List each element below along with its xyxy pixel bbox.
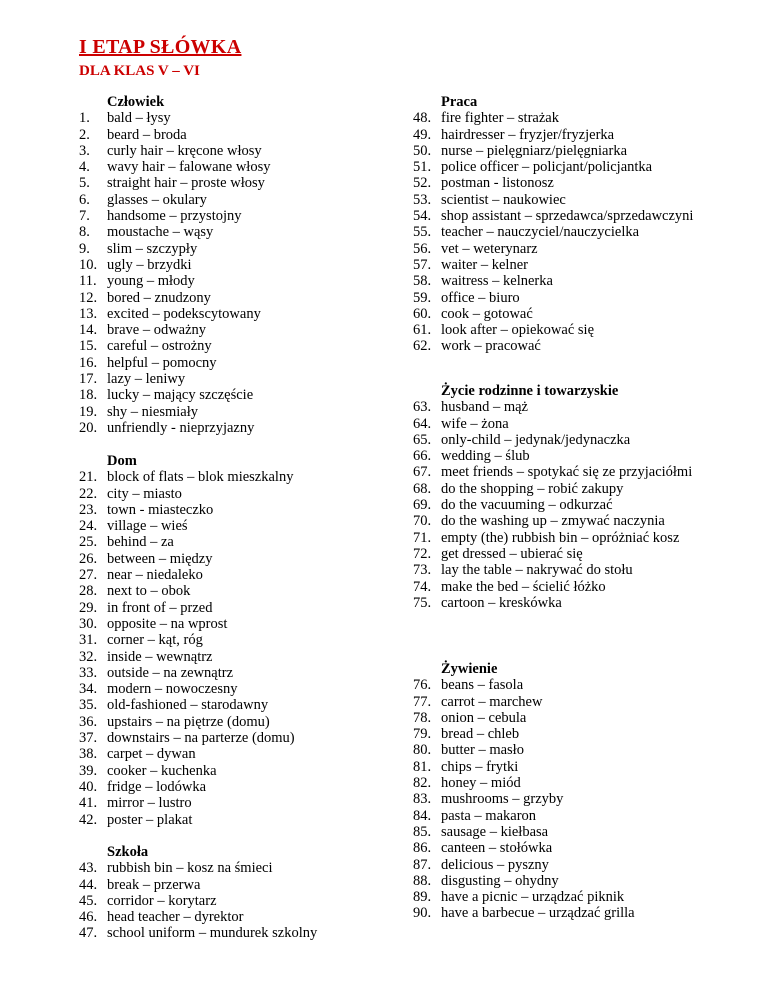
vocab-list bbox=[413, 677, 733, 921]
item-number: 35. bbox=[79, 697, 98, 714]
vocab-item bbox=[413, 677, 733, 693]
section-praca bbox=[413, 94, 733, 355]
item-number: 46. bbox=[79, 909, 98, 926]
item-number: 37. bbox=[79, 730, 98, 747]
vocab-item bbox=[413, 110, 733, 126]
item-text: only-child – jedynak/jedynaczka bbox=[441, 431, 631, 448]
item-text: do the vacuuming – odkurzać bbox=[441, 497, 613, 514]
vocab-item bbox=[413, 273, 733, 289]
item-number: 34. bbox=[79, 681, 98, 698]
item-number: 16. bbox=[79, 354, 98, 371]
item-text: have a barbecue – urządzać grilla bbox=[441, 905, 635, 922]
item-text: school uniform – mundurek szkolny bbox=[107, 925, 318, 942]
item-number: 79. bbox=[413, 726, 432, 743]
item-text: town - miasteczko bbox=[107, 501, 214, 518]
vocab-item bbox=[79, 306, 379, 322]
vocab-item bbox=[79, 925, 379, 941]
vocab-item bbox=[79, 812, 379, 828]
item-number: 60. bbox=[413, 305, 432, 322]
item-text: helpful – pomocny bbox=[107, 354, 217, 371]
item-text: honey – miód bbox=[441, 775, 521, 792]
item-number: 42. bbox=[79, 811, 98, 828]
item-text: corner – kąt, róg bbox=[107, 632, 203, 649]
item-number: 28. bbox=[79, 583, 98, 600]
item-number: 27. bbox=[79, 567, 98, 584]
item-text: hairdresser – fryzjer/fryzjerka bbox=[441, 126, 615, 143]
item-number: 77. bbox=[413, 693, 432, 710]
item-number: 30. bbox=[79, 615, 98, 632]
vocab-item bbox=[413, 840, 733, 856]
vocab-item bbox=[79, 110, 379, 126]
vocab-item bbox=[413, 824, 733, 840]
item-number: 2. bbox=[79, 126, 90, 143]
item-number: 66. bbox=[413, 448, 432, 465]
item-text: wavy hair – falowane włosy bbox=[107, 159, 271, 176]
item-text: police officer – policjant/policjantka bbox=[441, 159, 653, 176]
item-text: head teacher – dyrektor bbox=[107, 909, 244, 926]
vocab-item bbox=[413, 905, 733, 921]
item-number: 14. bbox=[79, 322, 98, 339]
item-text: rubbish bin – kosz na śmieci bbox=[107, 860, 273, 877]
section-heading: Żywienie bbox=[441, 661, 498, 677]
item-number: 40. bbox=[79, 778, 98, 795]
vocab-item bbox=[79, 355, 379, 371]
item-text: husband – mąż bbox=[441, 399, 528, 416]
item-text: brave – odważny bbox=[107, 322, 207, 339]
item-text: wedding – ślub bbox=[441, 448, 530, 465]
vocab-item bbox=[413, 127, 733, 143]
item-number: 70. bbox=[413, 513, 432, 530]
item-text: beans – fasola bbox=[441, 677, 524, 694]
vocab-item bbox=[79, 681, 379, 697]
item-text: office – biuro bbox=[441, 289, 520, 306]
vocab-item bbox=[413, 143, 733, 159]
section-heading: Człowiek bbox=[107, 94, 165, 110]
item-number: 44. bbox=[79, 876, 98, 893]
vocab-item bbox=[413, 497, 733, 513]
item-number: 13. bbox=[79, 305, 98, 322]
item-number: 65. bbox=[413, 431, 432, 448]
item-text: onion – cebula bbox=[441, 709, 527, 726]
page-title: I ETAP SŁÓWKA bbox=[79, 36, 242, 58]
vocab-item bbox=[413, 290, 733, 306]
vocab-item bbox=[79, 192, 379, 208]
item-text: shop assistant – sprzedawca/sprzedawczyni bbox=[441, 208, 694, 225]
item-text: work – pracować bbox=[441, 338, 541, 355]
item-text: behind – za bbox=[107, 534, 174, 551]
vocab-item bbox=[79, 909, 379, 925]
item-number: 49. bbox=[413, 126, 432, 143]
vocab-item bbox=[413, 416, 733, 432]
item-number: 88. bbox=[413, 872, 432, 889]
vocab-item bbox=[79, 632, 379, 648]
item-text: teacher – nauczyciel/nauczycielka bbox=[441, 224, 640, 241]
item-number: 24. bbox=[79, 518, 98, 535]
item-number: 74. bbox=[413, 578, 432, 595]
vocab-item bbox=[413, 432, 733, 448]
vocab-item bbox=[413, 338, 733, 354]
vocab-item bbox=[79, 257, 379, 273]
vocab-item bbox=[413, 241, 733, 257]
vocab-item bbox=[413, 579, 733, 595]
item-number: 75. bbox=[413, 594, 432, 611]
item-number: 81. bbox=[413, 758, 432, 775]
vocab-item bbox=[413, 257, 733, 273]
item-text: modern – nowoczesny bbox=[107, 681, 238, 698]
vocab-item bbox=[79, 387, 379, 403]
item-number: 1. bbox=[79, 110, 90, 127]
item-number: 52. bbox=[413, 175, 432, 192]
vocab-item bbox=[79, 420, 379, 436]
section-szkola bbox=[79, 844, 379, 942]
vocab-item bbox=[413, 192, 733, 208]
item-number: 78. bbox=[413, 709, 432, 726]
item-text: city – miasto bbox=[107, 485, 182, 502]
vocab-item bbox=[79, 600, 379, 616]
vocab-item bbox=[79, 877, 379, 893]
vocab-item bbox=[79, 551, 379, 567]
item-number: 62. bbox=[413, 338, 432, 355]
item-number: 36. bbox=[79, 713, 98, 730]
item-number: 15. bbox=[79, 338, 98, 355]
vocab-item bbox=[79, 486, 379, 502]
item-number: 67. bbox=[413, 464, 432, 481]
item-text: canteen – stołówka bbox=[441, 840, 553, 857]
item-text: disgusting – ohydny bbox=[441, 872, 559, 889]
item-text: downstairs – na parterze (domu) bbox=[107, 730, 295, 747]
item-number: 38. bbox=[79, 746, 98, 763]
item-number: 80. bbox=[413, 742, 432, 759]
item-text: cooker – kuchenka bbox=[107, 762, 217, 779]
vocab-item bbox=[79, 241, 379, 257]
vocab-item bbox=[413, 306, 733, 322]
item-text: next to – obok bbox=[107, 583, 191, 600]
item-number: 9. bbox=[79, 240, 90, 257]
item-text: carrot – marchew bbox=[441, 693, 543, 710]
item-text: chips – frytki bbox=[441, 758, 519, 775]
vocab-item bbox=[79, 730, 379, 746]
vocab-item bbox=[79, 567, 379, 583]
item-text: outside – na zewnątrz bbox=[107, 664, 234, 681]
item-number: 32. bbox=[79, 648, 98, 665]
vocab-item bbox=[413, 694, 733, 710]
vocab-list bbox=[79, 110, 379, 436]
item-number: 51. bbox=[413, 159, 432, 176]
vocab-item bbox=[79, 290, 379, 306]
item-text: poster – plakat bbox=[107, 811, 193, 828]
item-number: 22. bbox=[79, 485, 98, 502]
vocab-item bbox=[79, 795, 379, 811]
vocab-item bbox=[79, 469, 379, 485]
item-text: lay the table – nakrywać do stołu bbox=[441, 562, 633, 579]
item-text: look after – opiekować się bbox=[441, 322, 595, 339]
item-number: 68. bbox=[413, 480, 432, 497]
item-number: 55. bbox=[413, 224, 432, 241]
item-text: shy – niesmiały bbox=[107, 403, 199, 420]
vocab-item bbox=[79, 534, 379, 550]
item-number: 4. bbox=[79, 159, 90, 176]
section-czlowiek bbox=[79, 94, 379, 436]
item-number: 63. bbox=[413, 399, 432, 416]
item-text: cartoon – kreskówka bbox=[441, 594, 562, 611]
item-number: 72. bbox=[413, 545, 432, 562]
vocab-item bbox=[413, 399, 733, 415]
item-text: inside – wewnątrz bbox=[107, 648, 213, 665]
item-number: 64. bbox=[413, 415, 432, 432]
vocab-item bbox=[79, 583, 379, 599]
item-number: 33. bbox=[79, 664, 98, 681]
item-number: 82. bbox=[413, 775, 432, 792]
item-text: near – niedaleko bbox=[107, 567, 203, 584]
vocab-item bbox=[413, 546, 733, 562]
item-text: get dressed – ubierać się bbox=[441, 545, 583, 562]
item-number: 76. bbox=[413, 677, 432, 694]
item-number: 56. bbox=[413, 240, 432, 257]
vocab-item bbox=[79, 779, 379, 795]
item-text: upstairs – na piętrze (domu) bbox=[107, 713, 270, 730]
vocab-item bbox=[413, 322, 733, 338]
item-text: in front of – przed bbox=[107, 599, 213, 616]
vocab-item bbox=[79, 860, 379, 876]
item-number: 7. bbox=[79, 208, 90, 225]
item-text: scientist – naukowiec bbox=[441, 191, 566, 208]
item-number: 71. bbox=[413, 529, 432, 546]
item-text: ugly – brzydki bbox=[107, 256, 192, 273]
item-text: bread – chleb bbox=[441, 726, 520, 743]
vocab-item bbox=[79, 338, 379, 354]
item-number: 6. bbox=[79, 191, 90, 208]
vocab-item bbox=[79, 159, 379, 175]
vocab-item bbox=[79, 714, 379, 730]
item-number: 47. bbox=[79, 925, 98, 942]
item-text: lucky – mający szczęście bbox=[107, 387, 254, 404]
vocab-list bbox=[79, 860, 379, 941]
vocab-item bbox=[79, 224, 379, 240]
vocab-item bbox=[79, 273, 379, 289]
vocab-item bbox=[79, 665, 379, 681]
item-text: waitress – kelnerka bbox=[441, 273, 553, 290]
item-number: 19. bbox=[79, 403, 98, 420]
section-heading: Szkoła bbox=[107, 844, 149, 860]
item-number: 73. bbox=[413, 562, 432, 579]
item-number: 85. bbox=[413, 823, 432, 840]
item-number: 59. bbox=[413, 289, 432, 306]
item-number: 58. bbox=[413, 273, 432, 290]
vocab-item bbox=[413, 710, 733, 726]
item-number: 23. bbox=[79, 501, 98, 518]
item-text: mushrooms – grzyby bbox=[441, 791, 564, 808]
section-zywienie bbox=[413, 661, 733, 922]
item-number: 10. bbox=[79, 256, 98, 273]
vocab-item bbox=[413, 530, 733, 546]
item-text: do the washing up – zmywać naczynia bbox=[441, 513, 665, 530]
item-text: postman - listonosz bbox=[441, 175, 554, 192]
item-text: empty (the) rubbish bin – opróżniać kosz bbox=[441, 529, 680, 546]
vocab-list bbox=[413, 110, 733, 354]
item-number: 18. bbox=[79, 387, 98, 404]
item-text: pasta – makaron bbox=[441, 807, 537, 824]
item-number: 89. bbox=[413, 889, 432, 906]
item-number: 86. bbox=[413, 840, 432, 857]
item-text: unfriendly - nieprzyjazny bbox=[107, 419, 255, 436]
item-text: meet friends – spotykać się ze przyjaciółmi bbox=[441, 464, 693, 481]
item-text: straight hair – proste włosy bbox=[107, 175, 265, 192]
item-text: sausage – kiełbasa bbox=[441, 823, 549, 840]
vocab-item bbox=[413, 759, 733, 775]
page-subtitle: DLA KLAS V – VI bbox=[79, 63, 200, 79]
item-text: wife – żona bbox=[441, 415, 509, 432]
vocab-item bbox=[413, 857, 733, 873]
item-number: 12. bbox=[79, 289, 98, 306]
item-number: 50. bbox=[413, 142, 432, 159]
vocab-item bbox=[413, 775, 733, 791]
item-number: 21. bbox=[79, 469, 98, 486]
section-dom bbox=[79, 453, 379, 828]
item-text: waiter – kelner bbox=[441, 256, 528, 273]
item-number: 45. bbox=[79, 892, 98, 909]
vocab-item bbox=[79, 175, 379, 191]
vocab-item bbox=[413, 175, 733, 191]
item-number: 87. bbox=[413, 856, 432, 873]
vocab-item bbox=[79, 746, 379, 762]
item-number: 31. bbox=[79, 632, 98, 649]
vocab-item bbox=[79, 143, 379, 159]
item-number: 57. bbox=[413, 256, 432, 273]
item-number: 53. bbox=[413, 191, 432, 208]
vocab-item bbox=[413, 791, 733, 807]
item-text: slim – szczypły bbox=[107, 240, 198, 257]
item-text: glasses – okulary bbox=[107, 191, 207, 208]
item-text: break – przerwa bbox=[107, 876, 201, 893]
item-text: bored – znudzony bbox=[107, 289, 211, 306]
vocab-item bbox=[413, 208, 733, 224]
vocab-item bbox=[79, 893, 379, 909]
item-text: excited – podekscytowany bbox=[107, 305, 261, 322]
item-number: 29. bbox=[79, 599, 98, 616]
section-heading: Życie rodzinne i towarzyskie bbox=[441, 383, 619, 399]
item-text: butter – masło bbox=[441, 742, 524, 759]
section-heading: Praca bbox=[441, 94, 478, 110]
item-number: 3. bbox=[79, 142, 90, 159]
item-text: fridge – lodówka bbox=[107, 778, 207, 795]
section-zycie bbox=[413, 383, 733, 611]
item-text: old-fashioned – starodawny bbox=[107, 697, 269, 714]
vocab-item bbox=[413, 726, 733, 742]
item-number: 17. bbox=[79, 371, 98, 388]
item-text: curly hair – kręcone włosy bbox=[107, 142, 262, 159]
vocab-item bbox=[79, 208, 379, 224]
vocab-item bbox=[79, 404, 379, 420]
vocab-item bbox=[79, 616, 379, 632]
item-text: handsome – przystojny bbox=[107, 208, 242, 225]
item-number: 39. bbox=[79, 762, 98, 779]
vocab-item bbox=[79, 371, 379, 387]
item-text: make the bed – ścielić łóżko bbox=[441, 578, 606, 595]
section-heading: Dom bbox=[107, 453, 137, 469]
item-number: 5. bbox=[79, 175, 90, 192]
vocab-item bbox=[413, 562, 733, 578]
item-number: 25. bbox=[79, 534, 98, 551]
item-text: vet – weterynarz bbox=[441, 240, 538, 257]
vocab-item bbox=[413, 464, 733, 480]
item-number: 61. bbox=[413, 322, 432, 339]
item-text: do the shopping – robić zakupy bbox=[441, 480, 624, 497]
item-text: opposite – na wprost bbox=[107, 615, 228, 632]
item-text: between – między bbox=[107, 550, 213, 567]
item-text: beard – broda bbox=[107, 126, 187, 143]
item-number: 83. bbox=[413, 791, 432, 808]
vocab-item bbox=[79, 518, 379, 534]
item-number: 8. bbox=[79, 224, 90, 241]
item-number: 84. bbox=[413, 807, 432, 824]
item-number: 41. bbox=[79, 795, 98, 812]
item-text: corridor – korytarz bbox=[107, 892, 217, 909]
item-text: have a picnic – urządzać piknik bbox=[441, 889, 625, 906]
item-text: block of flats – blok mieszkalny bbox=[107, 469, 294, 486]
item-number: 11. bbox=[79, 273, 97, 290]
vocab-item bbox=[413, 224, 733, 240]
item-number: 54. bbox=[413, 208, 432, 225]
item-text: fire fighter – strażak bbox=[441, 110, 559, 127]
item-text: carpet – dywan bbox=[107, 746, 196, 763]
vocab-item bbox=[79, 649, 379, 665]
item-number: 69. bbox=[413, 497, 432, 514]
vocab-list bbox=[413, 399, 733, 611]
vocab-item bbox=[413, 595, 733, 611]
item-number: 43. bbox=[79, 860, 98, 877]
item-number: 48. bbox=[413, 110, 432, 127]
vocab-item bbox=[79, 763, 379, 779]
vocab-item bbox=[413, 873, 733, 889]
item-number: 26. bbox=[79, 550, 98, 567]
item-text: careful – ostrożny bbox=[107, 338, 212, 355]
item-text: young – młody bbox=[107, 273, 195, 290]
item-text: nurse – pielęgniarz/pielęgniarka bbox=[441, 142, 628, 159]
item-text: lazy – leniwy bbox=[107, 371, 186, 388]
vocab-item bbox=[413, 808, 733, 824]
item-text: moustache – wąsy bbox=[107, 224, 214, 241]
vocab-item bbox=[413, 889, 733, 905]
vocab-item bbox=[413, 513, 733, 529]
item-text: bald – łysy bbox=[107, 110, 171, 127]
vocab-item bbox=[79, 127, 379, 143]
vocab-item bbox=[79, 322, 379, 338]
vocab-item bbox=[413, 481, 733, 497]
vocab-list bbox=[79, 469, 379, 828]
vocab-item bbox=[79, 697, 379, 713]
vocab-item bbox=[413, 448, 733, 464]
item-text: mirror – lustro bbox=[107, 795, 192, 812]
vocab-item bbox=[413, 159, 733, 175]
vocab-item bbox=[79, 502, 379, 518]
item-number: 20. bbox=[79, 419, 98, 436]
item-text: village – wieś bbox=[107, 518, 188, 535]
item-text: cook – gotować bbox=[441, 305, 533, 322]
item-text: delicious – pyszny bbox=[441, 856, 549, 873]
item-number: 90. bbox=[413, 905, 432, 922]
vocab-item bbox=[413, 742, 733, 758]
